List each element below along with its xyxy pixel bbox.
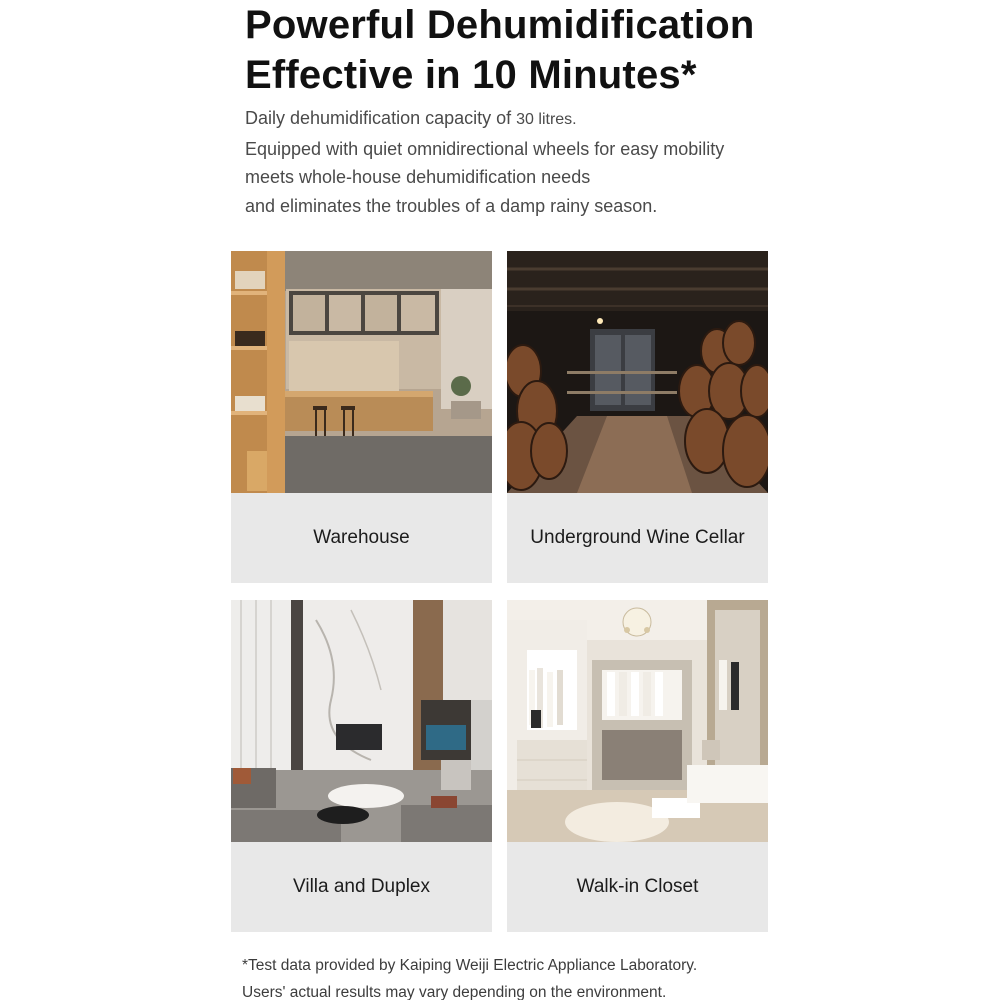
warehouse-interior-photo: [231, 251, 492, 493]
capacity-label: Daily dehumidification capacity of: [245, 108, 517, 128]
wine-cellar-barrels-photo: [507, 251, 768, 493]
description-line-3: meets whole-house dehumidification needs: [245, 167, 591, 187]
description-line-2: Equipped with quiet omnidirectional wheels for easy mobility: [245, 138, 725, 159]
footnote-line-2: Users' actual results may vary depending on the environment.: [242, 984, 667, 1000]
scene-card-wine-cellar: [507, 251, 768, 583]
footnote-line-1: *Test data provided by Kaiping Weiji Electric Appliance Laboratory.: [242, 957, 698, 974]
scene-label-warehouse: Warehouse: [313, 527, 410, 548]
headline-line-2: Effective in 10 Minutes*: [245, 53, 697, 97]
scene-label-closet: Walk-in Closet: [576, 876, 699, 897]
description-line-4: and eliminates the troubles of a damp rainy season.: [245, 195, 658, 216]
capacity-value: 30 litres.: [516, 111, 577, 128]
scene-label-villa: Villa and Duplex: [293, 876, 430, 897]
scene-card-closet: [507, 600, 768, 932]
villa-living-room-photo: [231, 600, 492, 842]
footnote: [242, 952, 862, 1000]
description-line-1: [245, 104, 805, 135]
walk-in-closet-photo: [507, 600, 768, 842]
description: [245, 104, 805, 220]
scene-card-warehouse: [231, 251, 492, 583]
scene-card-villa: [231, 600, 492, 932]
scene-label-wine-cellar: Underground Wine Cellar: [530, 527, 745, 548]
headline-line-1: Powerful Dehumidification: [245, 3, 755, 47]
